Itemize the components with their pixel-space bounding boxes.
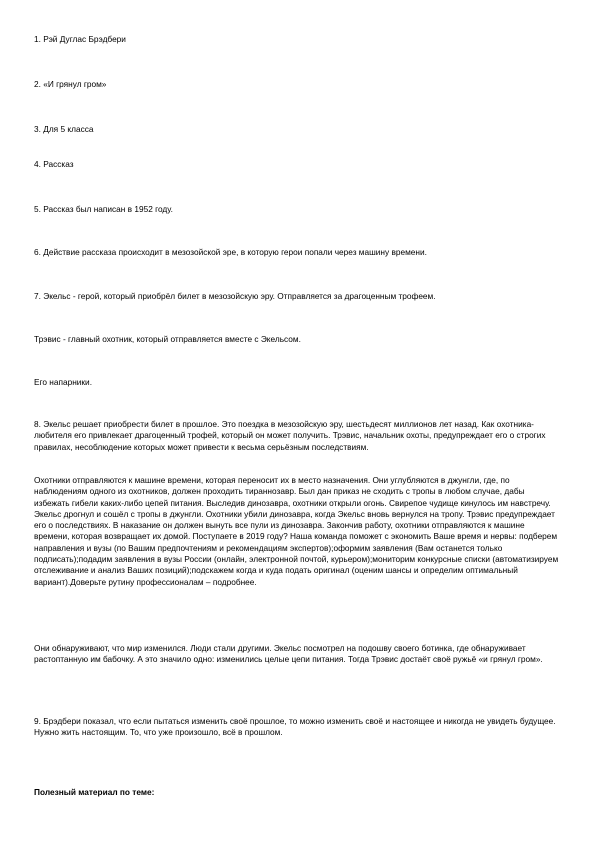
paragraph-hero-eckels: 7. Экельс - герой, который приобрёл билет в мезозойскую эру. Отправляется за драгоценным трофеем. — [34, 291, 436, 301]
paragraph-hero-travis: Трэвис - главный охотник, который отправляется вместе с Экельсом. — [34, 334, 301, 344]
paragraph-title: 2. «И грянул гром» — [34, 79, 107, 89]
paragraph-grade: 3. Для 5 класса — [34, 124, 94, 134]
paragraph-conclusion: 9. Брэдбери показал, что если пытаться изменить своё прошлое, то можно изменить своё и настоящее и никогда не увидеть будущее. Нужно жить настоящим. То, что уже произошло, всё в прошлом. — [34, 716, 556, 738]
paragraph-genre: 4. Рассказ — [34, 159, 74, 169]
paragraph-setting: 6. Действие рассказа происходит в мезозойской эре, в которую герои попали через машину времени. — [34, 247, 427, 257]
paragraph-plot-main: Охотники отправляются к машине времени, которая переносит их в место назначения. Они углубляются в джунгли, где, по наблюдениям одного из охотников, должен проходить тираннозавр. Был дан приказ не сходить с тропы в любом случае, дабы избежать гибели каких-либо цепей питания. Выследив динозавра, охотники открыли огонь. Свирепое чудище кинулось им навстречу. Экельс дрогнул и сошёл с тропы в джунгли. Охотники убили динозавра, когда Экельс вновь вернулся на тропу. Трэвис предупреждает его о последствиях. В наказание он должен вынуть все пули из динозавра. Закончив работу, охотники отправляются к машине времени, которая возвращает их домой. Поступаете в 2019 году? Наша команда поможет с экономить Ваше время и нервы: подберем направления и вузы (по Вашим предпочтениям и рекомендациям экспертов);оформим заявления (Вам останется только подписать);подадим заявления в вузы России (онлайн, электронной почтой, курьером);мониторим конкурсные списки (автоматизируем отслеживание и анализ Ваших позиций);подскажем когда и куда подать оригинал (оценим шансы и определим оптимальный вариант).Доверьте рутину профессионалам – подробнее. — [34, 475, 559, 587]
heading-useful-material: Полезный материал по теме: — [34, 787, 155, 797]
paragraph-year: 5. Рассказ был написан в 1952 году. — [34, 204, 173, 214]
paragraph-partners: Его напарники. — [34, 377, 93, 387]
paragraph-author: 1. Рэй Дуглас Брэдбери — [34, 34, 126, 44]
paragraph-plot-intro: 8. Экельс решает приобрести билет в прошлое. Это поездка в мезозойскую эру, шестьдесят миллионов лет назад. Как охотника-любителя его привлекает драгоценный трофей, который он может получить. Трэвис, начальник охоты, предупреждает его о строгих правилах, несоблюдение которых может привести к весьма серьёзным последствиям. — [34, 419, 546, 452]
paragraph-plot-ending: Они обнаруживают, что мир изменился. Люди стали другими. Экельс посмотрел на подошву своего ботинка, где обнаруживает растоптанную им бабочку. А это значило одно: изменились целые цепи питания. Тогда Трэвис достаёт своё ружьё «и грянул гром». — [34, 643, 543, 665]
